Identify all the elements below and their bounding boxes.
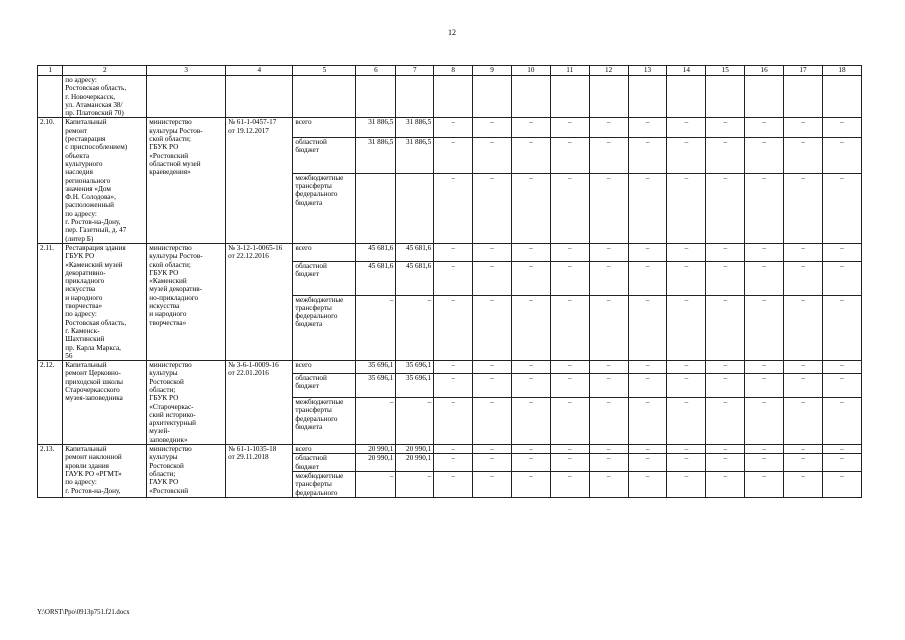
row-number-cell: 2.10. — [38, 118, 63, 243]
dash-cell: – — [706, 361, 745, 374]
dash-cell: – — [667, 398, 706, 445]
dash-cell: – — [473, 471, 512, 497]
dash-cell: – — [667, 118, 706, 137]
column-header: 1 — [38, 66, 63, 76]
column-header: 11 — [550, 66, 589, 76]
dash-cell: – — [628, 398, 667, 445]
dash-cell: – — [784, 243, 823, 261]
column-header: 18 — [822, 66, 861, 76]
funding-source-cell: областной бюджет — [293, 261, 356, 295]
table-body — [38, 66, 862, 498]
funding-source-cell: всего — [293, 361, 356, 374]
dash-cell: – — [822, 471, 861, 497]
customer-cell: министерство культуры Ростов- ской области; ГБУК РО «Ростовский областной музей краеведения» — [147, 118, 226, 243]
dash-cell: – — [706, 471, 745, 497]
column-header: 4 — [226, 66, 293, 76]
dash-cell: – — [589, 361, 628, 374]
funding-source-cell: областной бюджет — [293, 137, 356, 173]
dash-cell: – — [667, 261, 706, 295]
dash-cell: – — [745, 471, 784, 497]
column-header: 14 — [667, 66, 706, 76]
empty-cell — [628, 76, 667, 118]
dash-cell: – — [745, 361, 784, 374]
column-header: 7 — [396, 66, 434, 76]
dash-cell: – — [784, 295, 823, 361]
amount-col7-cell: 35 696,1 — [396, 373, 434, 397]
dash-cell: – — [628, 295, 667, 361]
empty-cell — [784, 76, 823, 118]
row-number-cell: 2.13. — [38, 445, 63, 498]
dash-cell: – — [706, 445, 745, 454]
amount-col6-cell: – — [356, 398, 396, 445]
dash-cell: – — [667, 137, 706, 173]
amount-col6-cell: 35 696,1 — [356, 373, 396, 397]
dash-cell: – — [550, 261, 589, 295]
dash-cell: – — [822, 454, 861, 472]
dash-cell: – — [589, 137, 628, 173]
empty-cell — [667, 76, 706, 118]
dash-cell: – — [434, 173, 473, 243]
dash-cell: – — [511, 295, 550, 361]
dash-cell: – — [550, 454, 589, 472]
dash-cell: – — [745, 243, 784, 261]
funding-source-cell: всего — [293, 445, 356, 454]
dash-cell: – — [822, 295, 861, 361]
dash-cell: – — [473, 398, 512, 445]
column-header: 6 — [356, 66, 396, 76]
dash-cell: – — [550, 173, 589, 243]
dash-cell: – — [745, 398, 784, 445]
dash-cell: – — [473, 137, 512, 173]
dash-cell: – — [628, 361, 667, 374]
document-cell: № 3-12-1-0065-16 от 22.12.2016 — [226, 243, 293, 360]
dash-cell: – — [511, 261, 550, 295]
dash-cell: – — [589, 261, 628, 295]
dash-cell: – — [745, 445, 784, 454]
continued-row — [38, 76, 862, 118]
dash-cell: – — [745, 261, 784, 295]
dash-cell: – — [589, 454, 628, 472]
table-row — [38, 361, 862, 374]
amount-col7-cell: 31 886,5 — [396, 137, 434, 173]
dash-cell: – — [628, 118, 667, 137]
dash-cell: – — [550, 445, 589, 454]
column-header: 17 — [784, 66, 823, 76]
customer-cell: министерство культуры Ростов- ской области; ГБУК РО «Каменский музей декоратив- но-прикладного искусства и народного творчества» — [147, 243, 226, 360]
dash-cell: – — [473, 173, 512, 243]
dash-cell: – — [511, 373, 550, 397]
dash-cell: – — [473, 445, 512, 454]
dash-cell: – — [511, 118, 550, 137]
funding-source-cell: всего — [293, 243, 356, 261]
dash-cell: – — [667, 243, 706, 261]
funding-source-cell: межбюджетные трансферты федерального — [293, 471, 356, 497]
amount-col6-cell: 45 681,6 — [356, 243, 396, 261]
amount-col7-cell: 45 681,6 — [396, 261, 434, 295]
dash-cell: – — [589, 398, 628, 445]
dash-cell: – — [550, 361, 589, 374]
dash-cell: – — [667, 361, 706, 374]
dash-cell: – — [589, 243, 628, 261]
dash-cell: – — [550, 471, 589, 497]
dash-cell: – — [511, 454, 550, 472]
row-number-cell — [38, 76, 63, 118]
dash-cell: – — [511, 173, 550, 243]
dash-cell: – — [784, 454, 823, 472]
empty-cell — [396, 76, 434, 118]
object-cell: Капитальный ремонт (реставрация с приспособлением) объекта культурного наследия регионального значения «Дом Ф.Н. Солодова», расположенный по адресу: г. Ростов-на-Дону, пер. Газетный, д. 47 (литер Б) — [63, 118, 147, 243]
column-header: 3 — [147, 66, 226, 76]
dash-cell: – — [822, 445, 861, 454]
column-header: 15 — [706, 66, 745, 76]
dash-cell: – — [822, 398, 861, 445]
amount-col7-cell: – — [396, 398, 434, 445]
dash-cell: – — [511, 361, 550, 374]
dash-cell: – — [434, 361, 473, 374]
empty-cell — [511, 76, 550, 118]
dash-cell: – — [473, 361, 512, 374]
column-header: 2 — [63, 66, 147, 76]
amount-col7-cell: – — [396, 471, 434, 497]
dash-cell: – — [784, 445, 823, 454]
amount-col6-cell: 20 990,1 — [356, 445, 396, 454]
funding-source-cell: межбюджетные трансферты федерального бюджета — [293, 295, 356, 361]
dash-cell: – — [589, 173, 628, 243]
empty-cell — [822, 76, 861, 118]
dash-cell: – — [434, 261, 473, 295]
dash-cell: – — [745, 454, 784, 472]
amount-col7-cell: 20 990,1 — [396, 454, 434, 472]
funding-source-cell: межбюджетные трансферты федерального бюджета — [293, 173, 356, 243]
dash-cell: – — [511, 398, 550, 445]
amount-col6-cell: 20 990,1 — [356, 454, 396, 472]
dash-cell: – — [473, 295, 512, 361]
dash-cell: – — [511, 471, 550, 497]
dash-cell: – — [550, 118, 589, 137]
dash-cell: – — [706, 137, 745, 173]
dash-cell: – — [667, 454, 706, 472]
dash-cell: – — [745, 173, 784, 243]
column-header: 16 — [745, 66, 784, 76]
dash-cell: – — [822, 361, 861, 374]
empty-cell — [473, 76, 512, 118]
funding-source-cell: всего — [293, 118, 356, 137]
dash-cell: – — [550, 137, 589, 173]
table-row — [38, 118, 862, 137]
table-row — [38, 445, 862, 454]
dash-cell: – — [589, 445, 628, 454]
amount-col6-cell: – — [356, 471, 396, 497]
amount-col6-cell — [356, 173, 396, 243]
empty-cell — [589, 76, 628, 118]
dash-cell: – — [667, 295, 706, 361]
amount-col6-cell: 35 696,1 — [356, 361, 396, 374]
amount-col6-cell: 31 886,5 — [356, 137, 396, 173]
amount-col7-cell — [396, 173, 434, 243]
empty-cell — [434, 76, 473, 118]
dash-cell: – — [434, 243, 473, 261]
footer-file-path: Y:\ORST\Ppo\0913p751.f21.docx — [37, 609, 130, 616]
document-cell: № 3-6-1-0009-16 от 22.01.2016 — [226, 361, 293, 445]
dash-cell: – — [550, 373, 589, 397]
row-number-cell: 2.11. — [38, 243, 63, 360]
amount-col6-cell: – — [356, 295, 396, 361]
dash-cell: – — [628, 173, 667, 243]
dash-cell: – — [589, 471, 628, 497]
dash-cell: – — [628, 373, 667, 397]
dash-cell: – — [473, 118, 512, 137]
dash-cell: – — [706, 118, 745, 137]
document-cell: № 61-1-0457-17 от 19.12.2017 — [226, 118, 293, 243]
dash-cell: – — [589, 118, 628, 137]
dash-cell: – — [589, 295, 628, 361]
dash-cell: – — [706, 398, 745, 445]
dash-cell: – — [667, 373, 706, 397]
funding-source-cell: областной бюджет — [293, 454, 356, 472]
amount-col6-cell: 31 886,5 — [356, 118, 396, 137]
dash-cell: – — [822, 118, 861, 137]
customer-cell: министерство культуры Ростовской области; ГАУК РО «Ростовский — [147, 445, 226, 498]
dash-cell: – — [667, 173, 706, 243]
empty-cell — [356, 76, 396, 118]
dash-cell: – — [822, 373, 861, 397]
dash-cell: – — [745, 373, 784, 397]
dash-cell: – — [434, 471, 473, 497]
dash-cell: – — [550, 295, 589, 361]
dash-cell: – — [589, 373, 628, 397]
object-cell: Капитальный ремонт наклонной кровли здания ГАУК РО «РГМТ» по адресу: г. Ростов-на-Дону, — [63, 445, 147, 498]
dash-cell: – — [745, 137, 784, 173]
column-header: 13 — [628, 66, 667, 76]
dash-cell: – — [550, 398, 589, 445]
dash-cell: – — [434, 445, 473, 454]
dash-cell: – — [628, 243, 667, 261]
customer-cell: министерство культуры Ростовской области; ГБУК РО «Старочеркас- ский историко- архитектурный музей- заповедник» — [147, 361, 226, 445]
amount-col7-cell: 45 681,6 — [396, 243, 434, 261]
dash-cell: – — [784, 137, 823, 173]
header-row — [38, 66, 862, 76]
column-header: 10 — [511, 66, 550, 76]
object-cell: по адресу: Ростовская область, г. Новочеркасск, ул. Атаманская 38/ пр. Платовский 70) — [63, 76, 147, 118]
object-cell: Реставрация здания ГБУК РО «Каменский музей декоративно- прикладного искусства и народного творчества» по адресу: Ростовская область, г. Каменск- Шахтинский пр. Карла Маркса, 56 — [63, 243, 147, 360]
funding-source-cell: межбюджетные трансферты федерального бюджета — [293, 398, 356, 445]
dash-cell: – — [434, 137, 473, 173]
dash-cell: – — [784, 471, 823, 497]
dash-cell: – — [628, 261, 667, 295]
dash-cell: – — [784, 361, 823, 374]
empty-cell — [147, 76, 226, 118]
page-number: 12 — [448, 28, 456, 37]
empty-cell — [550, 76, 589, 118]
dash-cell: – — [434, 373, 473, 397]
table-row — [38, 243, 862, 261]
dash-cell: – — [434, 295, 473, 361]
dash-cell: – — [628, 471, 667, 497]
amount-col7-cell: 35 696,1 — [396, 361, 434, 374]
dash-cell: – — [628, 137, 667, 173]
amount-col7-cell: 31 886,5 — [396, 118, 434, 137]
column-header: 8 — [434, 66, 473, 76]
empty-cell — [745, 76, 784, 118]
dash-cell: – — [473, 261, 512, 295]
column-header: 12 — [589, 66, 628, 76]
empty-cell — [293, 76, 356, 118]
dash-cell: – — [473, 454, 512, 472]
column-header: 9 — [473, 66, 512, 76]
object-cell: Капитальный ремонт Церковно- приходской школы Старочеркасского музея-заповедника — [63, 361, 147, 445]
dash-cell: – — [628, 454, 667, 472]
dash-cell: – — [822, 243, 861, 261]
column-header: 5 — [293, 66, 356, 76]
dash-cell: – — [434, 118, 473, 137]
dash-cell: – — [784, 398, 823, 445]
budget-table — [37, 65, 862, 498]
amount-col6-cell: 45 681,6 — [356, 261, 396, 295]
dash-cell: – — [434, 454, 473, 472]
dash-cell: – — [784, 261, 823, 295]
dash-cell: – — [706, 295, 745, 361]
dash-cell: – — [822, 173, 861, 243]
dash-cell: – — [706, 261, 745, 295]
dash-cell: – — [511, 445, 550, 454]
amount-col7-cell: – — [396, 295, 434, 361]
dash-cell: – — [550, 243, 589, 261]
dash-cell: – — [784, 173, 823, 243]
dash-cell: – — [706, 373, 745, 397]
dash-cell: – — [511, 137, 550, 173]
dash-cell: – — [667, 471, 706, 497]
dash-cell: – — [784, 118, 823, 137]
dash-cell: – — [745, 295, 784, 361]
dash-cell: – — [473, 373, 512, 397]
dash-cell: – — [822, 261, 861, 295]
dash-cell: – — [628, 445, 667, 454]
funding-source-cell: областной бюджет — [293, 373, 356, 397]
empty-cell — [226, 76, 293, 118]
dash-cell: – — [745, 118, 784, 137]
dash-cell: – — [706, 454, 745, 472]
dash-cell: – — [706, 243, 745, 261]
dash-cell: – — [434, 398, 473, 445]
dash-cell: – — [473, 243, 512, 261]
dash-cell: – — [667, 445, 706, 454]
document-cell: № 61-1-1035-18 от 29.11.2018 — [226, 445, 293, 498]
empty-cell — [706, 76, 745, 118]
dash-cell: – — [706, 173, 745, 243]
dash-cell: – — [822, 137, 861, 173]
dash-cell: – — [784, 373, 823, 397]
dash-cell: – — [511, 243, 550, 261]
amount-col7-cell: 20 990,1 — [396, 445, 434, 454]
row-number-cell: 2.12. — [38, 361, 63, 445]
